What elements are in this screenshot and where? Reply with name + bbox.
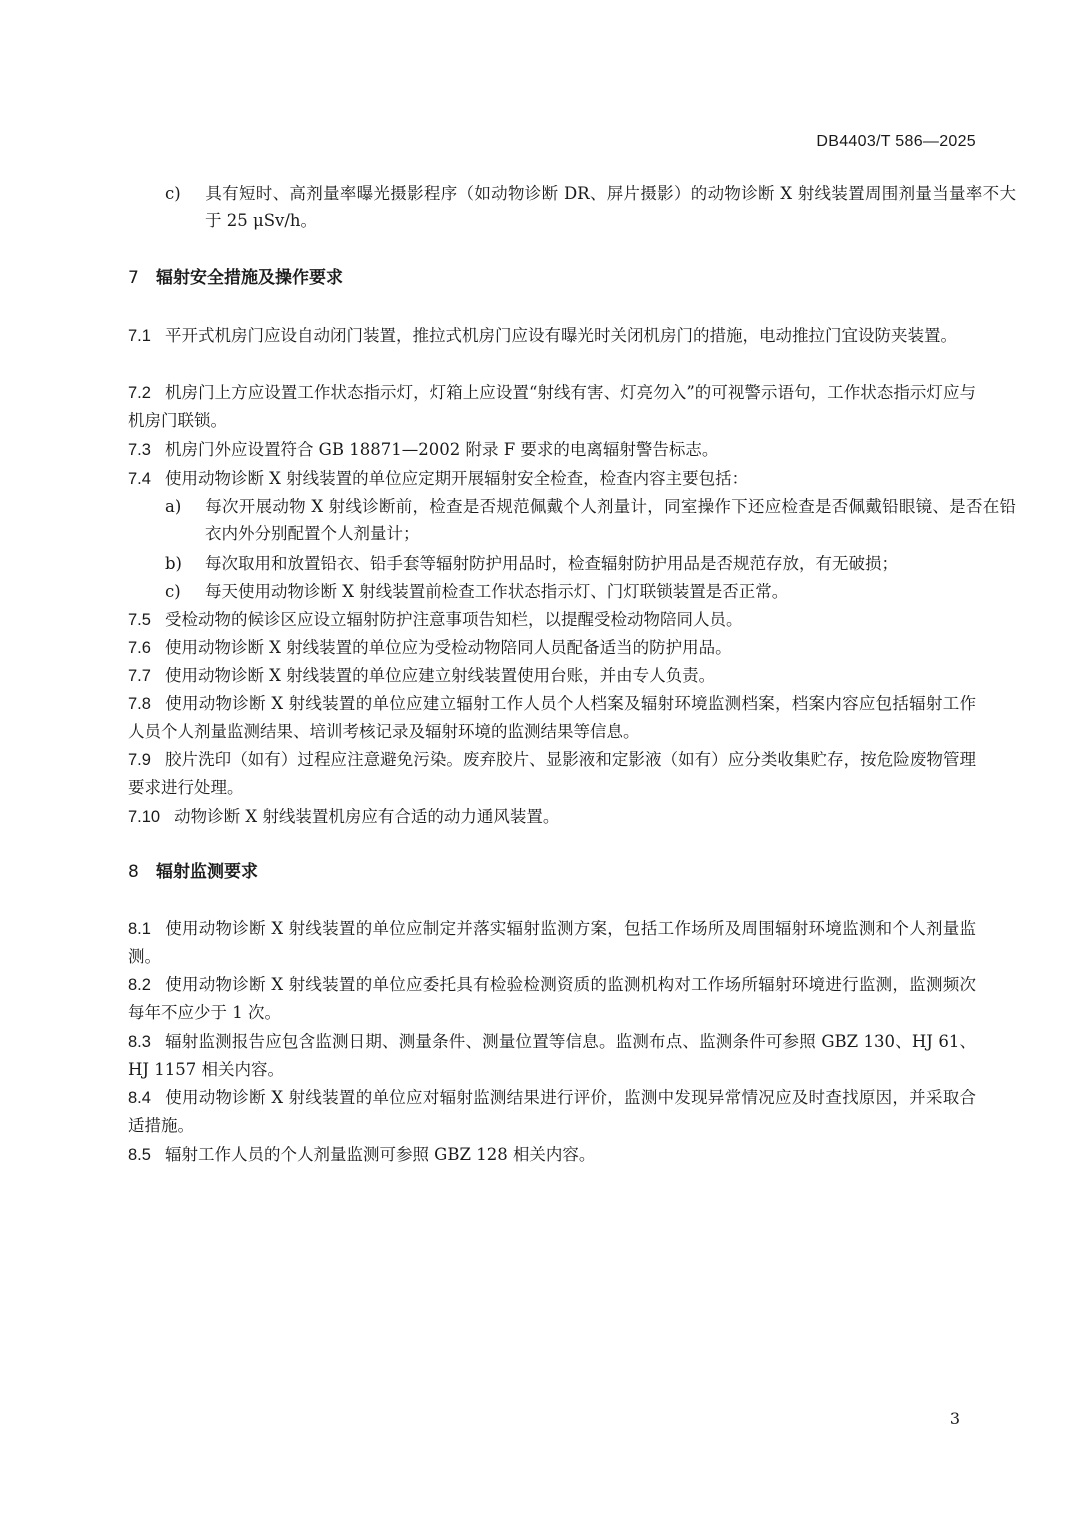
clause-number: 7.10 [128,808,161,826]
clause-7-10 [128,803,976,831]
section-7-heading [128,265,343,292]
clause-text: 平开式机房门应设自动闭门装置，推拉式机房门应设有曝光时关闭机房门的措施，电动推拉门宜设防夹装置。 [164,326,957,345]
clause-7-9 [128,746,976,801]
clause-number: 7.1 [128,327,151,345]
clause-text: 受检动物的候诊区应设立辐射防护注意事项告知栏，以提醒受检动物陪同人员。 [164,610,743,629]
clause-8-1 [128,915,976,970]
clause-text: 辐射工作人员的个人剂量监测可参照 GBZ 128 相关内容。 [164,1145,596,1164]
clause-number: 8.3 [128,1033,151,1051]
clause-8-4 [128,1084,976,1139]
clause-number: 7.8 [128,695,151,713]
clause-7-4 [128,465,976,493]
clause-7-3 [128,436,976,464]
clause-7-2 [128,379,976,434]
clause-number: 8.2 [128,976,151,994]
clause-number: 8.1 [128,920,151,938]
clause-7-6 [128,634,976,662]
clause-text: 机房门外应设置符合 GB 18871—2002 附录 F 要求的电离辐射警告标志。 [164,440,719,459]
clause-7-5 [128,606,976,634]
list-item-text: 每天使用动物诊断 X 射线装置前检查工作状态指示灯、门灯联锁装置是否正常。 [205,582,789,601]
clause-number: 8.4 [128,1089,151,1107]
clause-7-8 [128,690,976,745]
clause-number: 7.9 [128,751,151,769]
clause-number: 7.6 [128,639,151,657]
intro-list-item-c [165,180,1016,234]
clause-number: 7.3 [128,441,151,459]
page-number: 3 [949,1409,960,1428]
clause-7-4-item-a [165,493,1016,547]
section-title: 辐射监测要求 [156,862,258,882]
clause-number: 8.5 [128,1146,151,1164]
clause-7-4-item-b [165,550,1016,577]
clause-7-7 [128,662,976,690]
list-mark: a) [165,497,182,516]
clause-text: 使用动物诊断 X 射线装置的单位应建立辐射工作人员个人档案及辐射环境监测档案，档案内容应包括辐射工作人员个人剂量监测结果、培训考核记录及辐射环境的监测结果等信息。 [128,694,976,741]
clause-number: 7.2 [128,384,151,402]
section-number: 7 [128,268,139,288]
list-item-text: 每次开展动物 X 射线诊断前，检查是否规范佩戴个人剂量计，同室操作下还应检查是否佩戴铅眼镜、是否在铅衣内外分别配置个人剂量计； [205,497,1016,543]
section-8-heading [128,859,258,886]
clause-text: 使用动物诊断 X 射线装置的单位应制定并落实辐射监测方案，包括工作场所及周围辐射环境监测和个人剂量监测。 [128,919,976,966]
list-item-text: 具有短时、高剂量率曝光摄影程序（如动物诊断 DR、屏片摄影）的动物诊断 X 射线装置周围剂量当量率不大于 25 μSv/h。 [205,184,1016,230]
clause-text: 使用动物诊断 X 射线装置的单位应定期开展辐射安全检查，检查内容主要包括： [164,469,749,488]
section-number: 8 [128,862,139,882]
document-code: DB4403/T 586—2025 [816,133,976,150]
list-item-text: 每次取用和放置铅衣、铅手套等辐射防护用品时，检查辐射防护用品是否规范存放，有无破损； [205,554,898,573]
clause-8-2 [128,971,976,1026]
clause-text: 使用动物诊断 X 射线装置的单位应对辐射监测结果进行评价，监测中发现异常情况应及时查找原因，并采取合适措施。 [128,1088,976,1135]
clause-7-4-item-c [165,578,1016,605]
section-title: 辐射安全措施及操作要求 [156,268,343,288]
clause-8-5 [128,1141,976,1169]
clause-text: 胶片洗印（如有）过程应注意避免污染。废弃胶片、显影液和定影液（如有）应分类收集贮存，按危险废物管理要求进行处理。 [128,750,976,797]
clause-text: 辐射监测报告应包含监测日期、测量条件、测量位置等信息。监测布点、监测条件可参照 GBZ 130、HJ 61、HJ 1157 相关内容。 [128,1032,976,1079]
clause-number: 7.4 [128,470,151,488]
list-mark: c) [165,582,181,601]
clause-text: 使用动物诊断 X 射线装置的单位应委托具有检验检测资质的监测机构对工作场所辐射环境进行监测，监测频次每年不应少于 1 次。 [128,975,976,1022]
clause-number: 7.7 [128,667,151,685]
clause-text: 使用动物诊断 X 射线装置的单位应为受检动物陪同人员配备适当的防护用品。 [164,638,732,657]
clause-number: 7.5 [128,611,151,629]
clause-text: 使用动物诊断 X 射线装置的单位应建立射线装置使用台账，并由专人负责。 [164,666,716,685]
list-mark: b) [165,554,182,573]
clause-7-1 [128,322,976,350]
clause-8-3 [128,1028,976,1083]
clause-text: 机房门上方应设置工作状态指示灯，灯箱上应设置“射线有害、灯亮勿入”的可视警示语句，工作状态指示灯应与机房门联锁。 [128,383,976,430]
list-mark: c) [165,184,181,203]
clause-text: 动物诊断 X 射线装置机房应有合适的动力通风装置。 [174,807,560,826]
